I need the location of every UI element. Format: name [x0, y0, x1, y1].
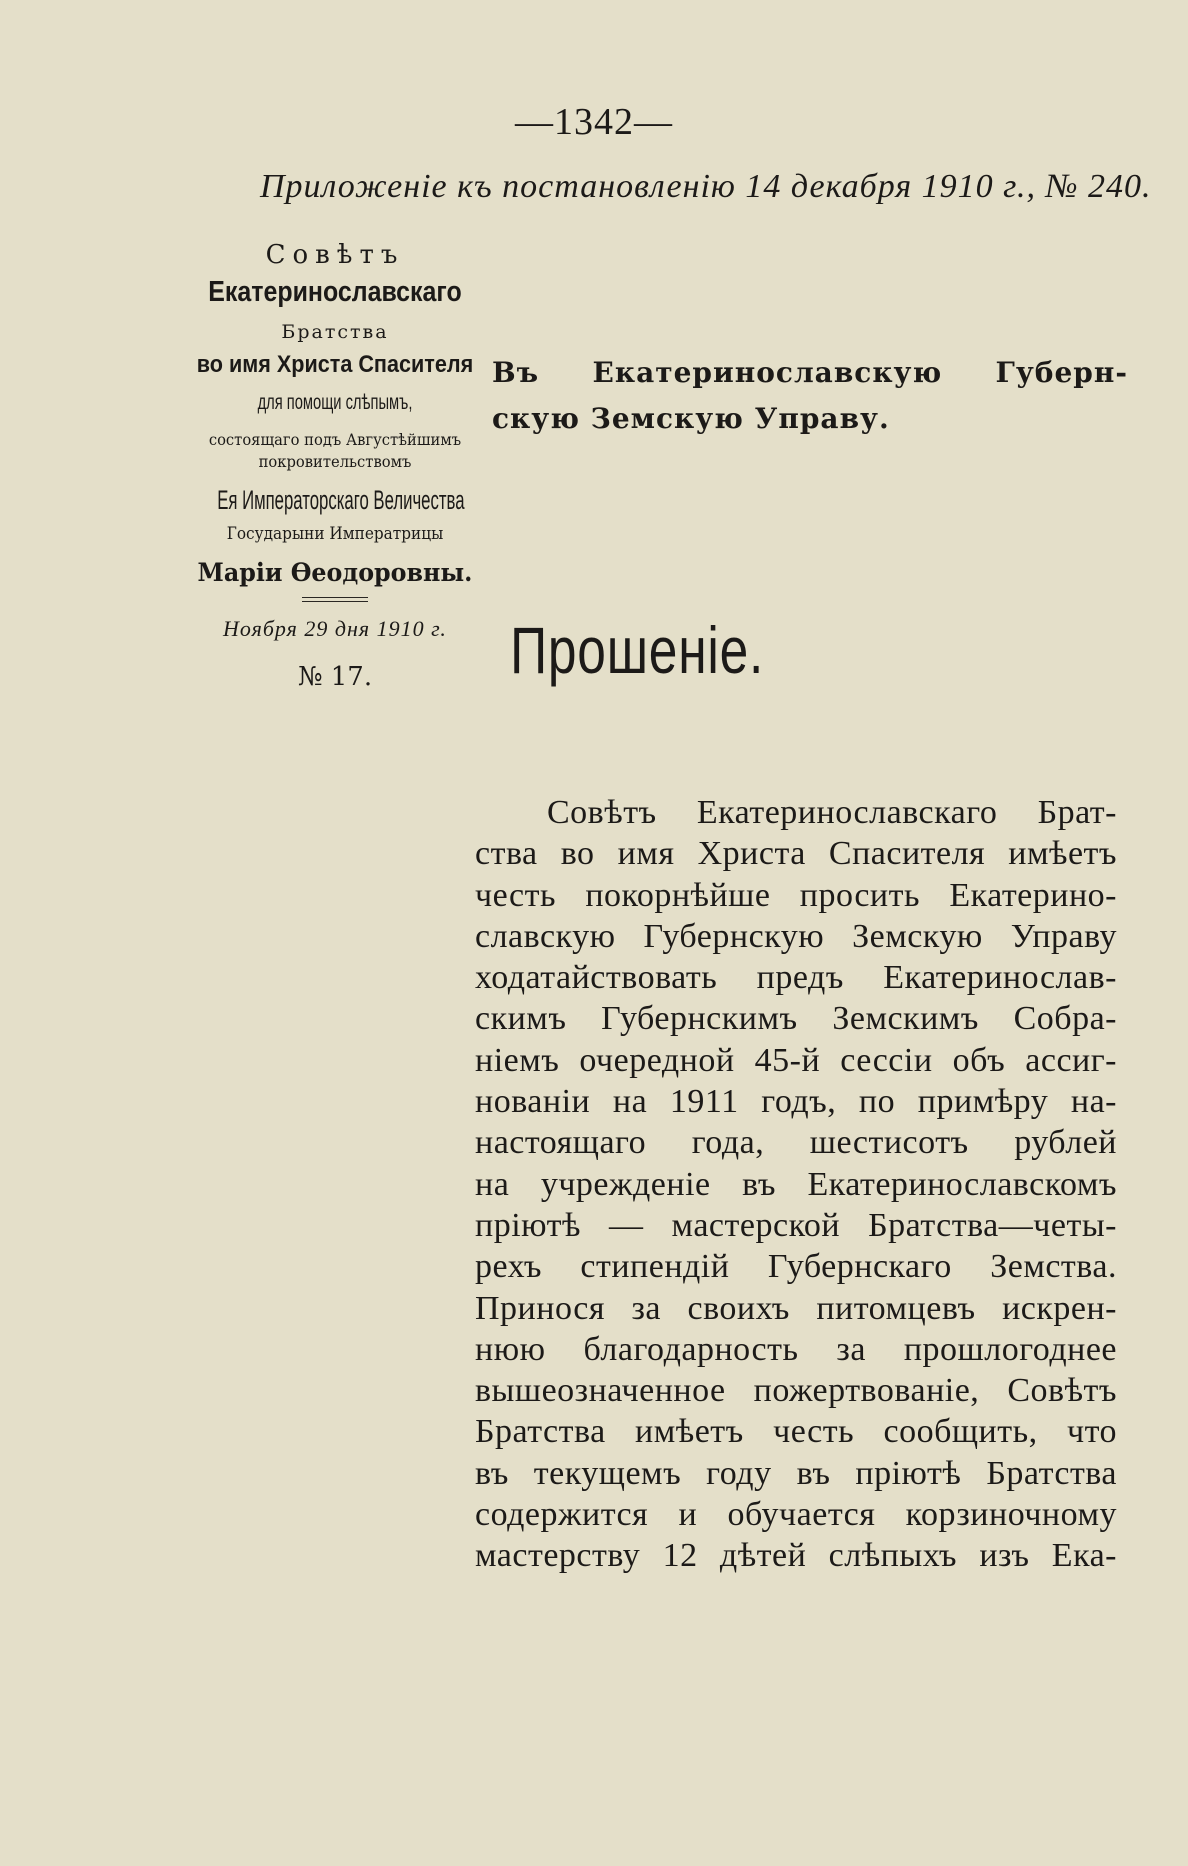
appendix-note: Приложеніе къ постановленію 14 декабря 1910 г., № 240. — [260, 168, 1152, 205]
body-line: нованіи на 1911 годъ, по примѣру на- — [475, 1083, 1117, 1121]
letterhead-purpose: для помощи слѣпымъ, — [257, 391, 413, 414]
body-line: честь покорнѣйше просить Екатерино- — [475, 876, 1117, 914]
body-line: славскую Губернскую Земскую Управу — [475, 917, 1117, 955]
letterhead-number: № 17. — [297, 662, 373, 692]
body-line: содержится и обучается корзиночному — [475, 1496, 1117, 1534]
letterhead-empress-title: Государыни Императрицы — [226, 524, 444, 544]
body-line: скимъ Губернскимъ Земскимъ Собра- — [475, 1000, 1117, 1038]
body-line: ства во имя Христа Спасителя имѣетъ — [475, 835, 1117, 873]
body-line: ніемъ очередной 45-й сессіи объ ассиг- — [475, 1041, 1117, 1079]
body-line: на учрежденіе въ Екатеринославскомъ — [475, 1165, 1117, 1203]
body-line: нюю благодарность за прошлогоднее — [475, 1330, 1117, 1368]
letterhead-patronage-line2: покровительствомъ — [258, 452, 412, 471]
letterhead-brotherhood: Братства — [281, 321, 389, 343]
page-number: —1342— — [515, 101, 673, 143]
body-line: вышеозначенное пожертвованіе, Совѣтъ — [475, 1372, 1117, 1410]
body-line: пріютѣ — мастерской Братства—четы- — [475, 1206, 1117, 1244]
addressee-line: скую Земскую Управу. — [492, 402, 890, 435]
addressee-line: Въ Екатеринославскую Губерн- — [492, 356, 1128, 389]
letterhead-council: Совѣтъ — [265, 240, 405, 270]
letterhead-majesty: Ея Императорскаго Величества — [217, 485, 465, 515]
body-line: ходатайствовать предъ Екатеринослав- — [475, 959, 1117, 997]
letterhead-date: Ноября 29 дня 1910 г. — [223, 616, 447, 641]
body-text — [475, 792, 1117, 1577]
body-line: настоящаго года, шестисотъ рублей — [475, 1124, 1117, 1162]
body-line: Братства имѣетъ честь сообщить, что — [475, 1413, 1117, 1451]
document-title: Прошеніе. — [510, 613, 765, 687]
letterhead-patronage-line1: состоящаго подъ Августѣйшимъ — [208, 430, 462, 449]
body-line: рехъ стипендій Губернскаго Земства. — [475, 1248, 1117, 1286]
body-line: Совѣтъ Екатеринославскаго Брат- — [547, 794, 1117, 831]
letterhead-empress-name: Маріи Ѳеодоровны. — [197, 558, 473, 587]
body-line: Принося за своихъ питомцевъ искрен- — [475, 1289, 1117, 1327]
letterhead-divider — [302, 597, 368, 602]
letterhead-name: во имя Христа Спасителя — [196, 351, 474, 378]
body-line: въ текущемъ году въ пріютѣ Братства — [475, 1454, 1117, 1492]
body-line: мастерству 12 дѣтей слѣпыхъ изъ Ека- — [475, 1537, 1117, 1575]
addressee — [492, 350, 1128, 442]
letterhead-organization: Екатеринославскаго — [208, 276, 462, 308]
